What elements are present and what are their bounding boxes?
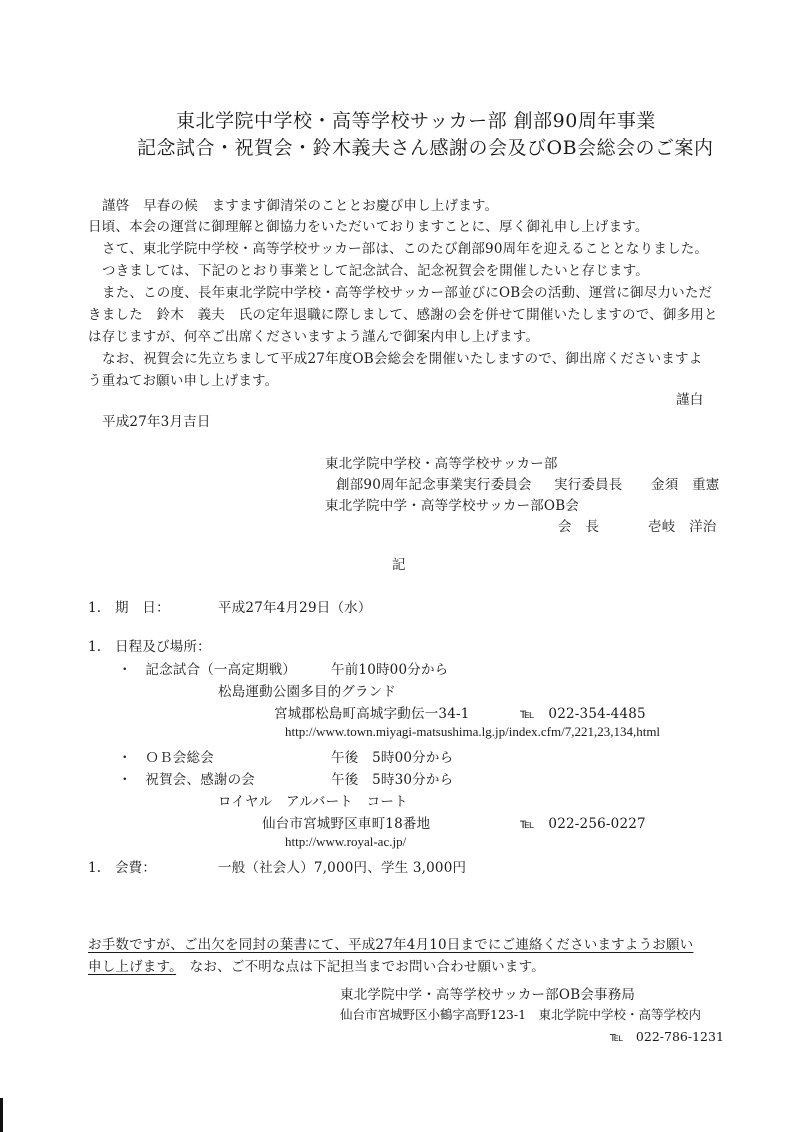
match-item: ・ 記念試合（一高定期戦） xyxy=(118,662,297,678)
letter-paragraph: きました 鈴木 義夫 氏の定年退職に際しまして、感謝の会を併せて開催いたしますので、御多用と xyxy=(88,307,718,323)
letter-paragraph: 日頃、本会の運営に御理解と御協力をいただいておりますことに、厚く御礼申し上げます。 xyxy=(88,219,649,235)
ki-heading: 記 xyxy=(392,557,406,573)
letter-paragraph: 謹啓 早春の候 ますます御清栄のこととお慶び申し上げます。 xyxy=(102,198,499,214)
office-tel: ℡ 022-786-1231 xyxy=(610,1029,724,1044)
fee-label: 1. 会費： xyxy=(88,860,157,876)
date-label: 1. 期 日： xyxy=(88,600,170,616)
fee-value: 一般（社会人）7,000円、学生 3,000円 xyxy=(218,860,467,876)
match-venue: 松島運動公園多目的グランド xyxy=(218,684,397,700)
party-url: http://www.royal-ac.jp/ xyxy=(285,834,407,849)
party-address: 仙台市宮城野区車町18番地 xyxy=(262,816,431,832)
sender-committee: 創部90周年記念事業実行委員会 xyxy=(336,477,532,493)
letter-paragraph: つきましては、下記のとおり事業として記念試合、記念祝賀会を開催したいと存じます。 xyxy=(102,263,649,279)
sender-committee-name: 金須 重憲 xyxy=(651,477,720,493)
party-item: ・ 祝賀会、感謝の会 xyxy=(118,772,255,788)
sender-president-name: 壱岐 洋治 xyxy=(648,519,717,535)
notice-line-2-underlined: 申し上げます。 xyxy=(88,959,177,975)
match-address: 宮城郡松島町高城字動伝一34-1 xyxy=(274,706,470,722)
ob-meeting-time: 午後 5時00分から xyxy=(331,750,454,766)
office-address: 仙台市宮城野区小鶴字高野123-1 東北学院中学校・高等学校内 xyxy=(340,1007,702,1022)
party-venue: ロイヤル アルバート コート xyxy=(218,794,408,810)
letter-paragraph: う重ねてお願い申し上げます。 xyxy=(88,373,279,389)
match-time: 午前10時00分から xyxy=(331,662,449,678)
title-line-2: 記念試合・祝賀会・鈴木義夫さん感謝の会及びOB会総会のご案内 xyxy=(137,137,714,159)
letter-paragraph: は存じますが、何卒ご出席くださいますよう謹んで御案内申し上げます。 xyxy=(88,329,540,345)
schedule-label: 1. 日程及び場所： xyxy=(88,639,211,655)
letter-date: 平成27年3月吉日 xyxy=(102,414,211,430)
match-url: http://www.town.miyagi-matsushima.lg.jp/index.cfm/7,221,23,134,html xyxy=(285,724,661,739)
party-tel: ℡ 022-256-0227 xyxy=(520,816,646,832)
closing-word: 謹白 xyxy=(676,392,704,408)
office-name: 東北学院中学・高等学校サッカー部OB会事務局 xyxy=(340,987,636,1003)
match-tel: ℡ 022-354-4485 xyxy=(520,706,646,722)
sender-president-role: 会 長 xyxy=(558,519,600,535)
title-line-1: 東北学院中学校・高等学校サッカー部 創部90周年事業 xyxy=(176,110,656,132)
letter-paragraph: なお、祝賀会に先立ちまして平成27年度OB会総会を開催いたしますので、御出席くださいますよ xyxy=(102,351,703,367)
ob-meeting-item: ・ ＯＢ会総会 xyxy=(118,750,214,766)
sender-line-1: 東北学院中学校・高等学校サッカー部 xyxy=(325,456,558,472)
date-value: 平成27年4月29日（水） xyxy=(218,600,372,616)
sender-committee-role: 実行委員長 xyxy=(554,477,623,493)
notice-line-2-rest: なお、ご不明な点は下記担当までお問い合わせ願います。 xyxy=(176,959,545,975)
notice-line-2 xyxy=(88,955,545,975)
letter-paragraph: さて、東北学院中学校・高等学校サッカー部は、このたび創部90周年を迎えることとなりました。 xyxy=(102,241,709,257)
sender-line-3: 東北学院中学・高等学校サッカー部OB会 xyxy=(325,498,580,514)
notice-line-1: お手数ですが、ご出欠を同封の葉書にて、平成27年4月10日までにご連絡くださいますようお願い xyxy=(88,937,694,953)
party-time: 午後 5時30分から xyxy=(331,772,454,788)
scan-edge-mark xyxy=(0,1098,3,1132)
letter-paragraph: また、この度、長年東北学院中学校・高等学校サッカー部並びにOB会の活動、運営に御尽力いただ xyxy=(102,285,713,301)
